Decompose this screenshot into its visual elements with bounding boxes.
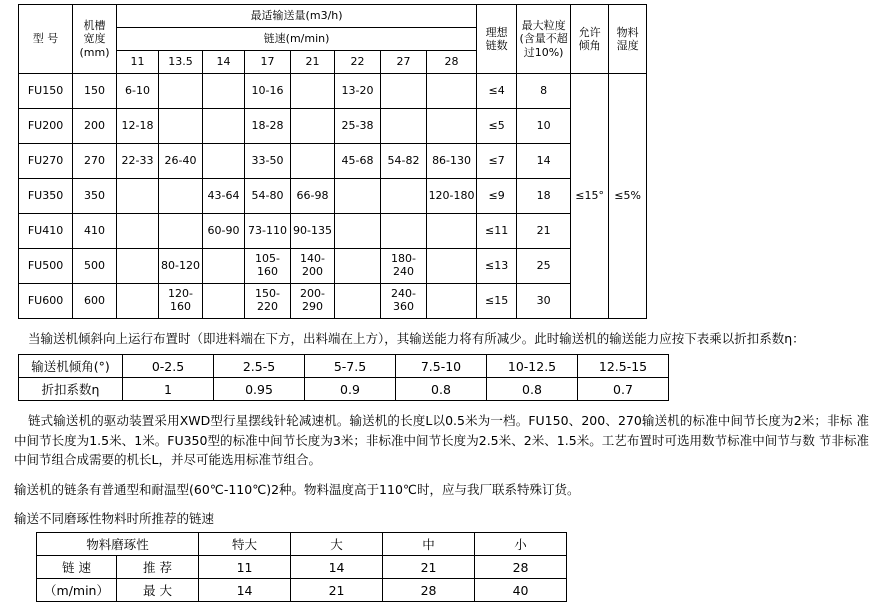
cell-chain-count: ≤15 (477, 284, 517, 319)
abrasiveness-category-3: 小 (475, 533, 567, 556)
cell-capacity-4 (291, 144, 335, 179)
trough-width-line2: 宽度 (83, 32, 106, 46)
cell-width: 350 (73, 179, 117, 214)
cell-capacity-5 (335, 179, 381, 214)
cell-width: 200 (73, 109, 117, 144)
incline-factor-2: 0.9 (305, 378, 396, 401)
header-allowed-incline (571, 5, 609, 74)
max-particle-line2: (含量不超 (519, 32, 568, 46)
table-row (19, 109, 647, 144)
cell-capacity-5: 13-20 (335, 74, 381, 109)
cell-chain-count: ≤9 (477, 179, 517, 214)
cell-capacity-5: 45-68 (335, 144, 381, 179)
recommended-value-2: 21 (383, 556, 475, 579)
cell-capacity-7 (427, 214, 477, 249)
cell-capacity-3: 150-220 (245, 284, 291, 319)
trough-width-line1: 机槽 (83, 19, 106, 33)
cell-capacity-1 (159, 179, 203, 214)
cell-chain-count: ≤4 (477, 74, 517, 109)
incline-factor-5: 0.7 (578, 378, 669, 401)
cell-capacity-6 (381, 109, 427, 144)
recommended-value-3: 28 (475, 556, 567, 579)
paragraph-drive-and-length: 链式输送机的驱动装置采用XWD型行星摆线针轮减速机。输送机的长度L以0.5米为一档。FU150、200、270输送机的标准中间节长度为2米；非标 准中间节长度为1.5米、1米。FU350型的标准中间节长度为3米；非标准中间节长度为2.5米、2米、1.5米。工艺布置时可选用数节标准中间节与数 节非标准中间节组合成需要的机长L，并尽可能选用标准节组合。 (14, 413, 869, 468)
conveyor-spec-table (18, 4, 647, 319)
cell-capacity-0 (117, 214, 159, 249)
ideal-chain-line2: 链数 (485, 39, 508, 52)
cell-chain-count: ≤7 (477, 144, 517, 179)
cell-capacity-3: 54-80 (245, 179, 291, 214)
header-material-temp (609, 5, 647, 74)
cell-chain-count: ≤5 (477, 109, 517, 144)
table-row (19, 214, 647, 249)
allowed-incline-line1: 允许 (578, 25, 601, 39)
max-value-2: 28 (383, 579, 475, 602)
cell-capacity-1: 120-160 (159, 284, 203, 319)
abrasiveness-category-0: 特大 (199, 533, 291, 556)
cell-capacity-0 (117, 249, 159, 284)
cell-max-particle: 25 (517, 249, 571, 284)
cell-capacity-1: 26-40 (159, 144, 203, 179)
abrasiveness-label: 物料磨琢性 (37, 533, 199, 556)
cell-model: FU200 (19, 109, 73, 144)
cell-capacity-6: 180-240 (381, 249, 427, 284)
cell-capacity-2 (203, 284, 245, 319)
table-row (19, 144, 647, 179)
header-trough-width (73, 5, 117, 74)
cell-max-particle: 10 (517, 109, 571, 144)
incline-factor-4: 0.8 (487, 378, 578, 401)
trough-width-line3: (mm) (79, 45, 110, 59)
max-value-0: 14 (199, 579, 291, 602)
material-temp-line1: 物料 (616, 25, 639, 39)
header-capacity-group: 最适输送量(m3/h) (117, 5, 477, 28)
cell-capacity-3: 18-28 (245, 109, 291, 144)
cell-capacity-7: 120-180 (427, 179, 477, 214)
cell-width: 150 (73, 74, 117, 109)
ideal-chain-line1: 理想 (485, 25, 508, 39)
max-particle-line3: 过10%) (523, 45, 564, 59)
cell-capacity-6 (381, 179, 427, 214)
cell-capacity-6 (381, 74, 427, 109)
recommended-label: 推 荐 (117, 556, 199, 579)
cell-max-particle: 18 (517, 179, 571, 214)
incline-factor-1: 0.95 (214, 378, 305, 401)
recommended-value-0: 11 (199, 556, 291, 579)
cell-capacity-2 (203, 249, 245, 284)
recommended-value-1: 14 (291, 556, 383, 579)
abrasiveness-category-2: 中 (383, 533, 475, 556)
table-header-row-1 (19, 5, 647, 28)
header-speed-5: 22 (335, 51, 381, 74)
cell-capacity-4: 90-135 (291, 214, 335, 249)
cell-capacity-4 (291, 74, 335, 109)
incline-angle-5: 12.5-15 (578, 355, 669, 378)
cell-capacity-5: 25-38 (335, 109, 381, 144)
cell-chain-count: ≤11 (477, 214, 517, 249)
paragraph-chain-types: 输送机的链条有普通型和耐温型(60℃-110℃)2种。物料温度高于110℃时，应与我厂联系特殊订货。 (14, 481, 580, 497)
incline-angle-2: 5-7.5 (305, 355, 396, 378)
header-speed-0: 11 (117, 51, 159, 74)
cell-capacity-2 (203, 74, 245, 109)
cell-capacity-7 (427, 249, 477, 284)
table-row (19, 249, 647, 284)
chain-speed-header-row (37, 533, 567, 556)
cell-width: 600 (73, 284, 117, 319)
incline-angle-4: 10-12.5 (487, 355, 578, 378)
cell-model: FU600 (19, 284, 73, 319)
header-speed-4: 21 (291, 51, 335, 74)
header-ideal-chain-count (477, 5, 517, 74)
header-speed-3: 17 (245, 51, 291, 74)
cell-capacity-0: 22-33 (117, 144, 159, 179)
cell-max-particle: 8 (517, 74, 571, 109)
cell-max-particle: 30 (517, 284, 571, 319)
incline-angle-3: 7.5-10 (396, 355, 487, 378)
allowed-incline-line2: 倾角 (578, 39, 601, 52)
cell-capacity-4: 200-290 (291, 284, 335, 319)
table-row (19, 284, 647, 319)
paragraph-chain-speed-title: 输送不同磨琢性物料时所推荐的链速 (14, 510, 215, 526)
cell-capacity-2: 60-90 (203, 214, 245, 249)
cell-capacity-5 (335, 214, 381, 249)
header-speed-1: 13.5 (159, 51, 203, 74)
cell-model: FU270 (19, 144, 73, 179)
cell-capacity-0 (117, 179, 159, 214)
cell-capacity-3: 73-110 (245, 214, 291, 249)
cell-capacity-0: 12-18 (117, 109, 159, 144)
cell-capacity-0: 6-10 (117, 74, 159, 109)
table-row (19, 74, 647, 109)
incline-factor-row (19, 378, 669, 401)
cell-capacity-1 (159, 214, 203, 249)
cell-width: 500 (73, 249, 117, 284)
header-model: 型 号 (19, 5, 73, 74)
paragraph-incline-note: 当输送机倾斜向上运行布置时（即进料端在下方，出料端在上方），其输送能力将有所减少。此时输送机的输送能力应按下表乘以折扣系数η： (28, 331, 805, 346)
cell-capacity-2: 43-64 (203, 179, 245, 214)
incline-factor-0: 1 (123, 378, 214, 401)
cell-capacity-3: 105-160 (245, 249, 291, 284)
cell-capacity-7 (427, 109, 477, 144)
cell-capacity-5 (335, 284, 381, 319)
cell-capacity-3: 10-16 (245, 74, 291, 109)
cell-model: FU410 (19, 214, 73, 249)
cell-capacity-4: 66-98 (291, 179, 335, 214)
cell-capacity-1: 80-120 (159, 249, 203, 284)
header-speed-7: 28 (427, 51, 477, 74)
cell-capacity-6: 240-360 (381, 284, 427, 319)
header-chain-speed-group: 链速(m/min) (117, 28, 477, 51)
cell-capacity-3: 33-50 (245, 144, 291, 179)
material-temp-line2: 湿度 (616, 39, 639, 52)
cell-max-particle: 21 (517, 214, 571, 249)
cell-model: FU500 (19, 249, 73, 284)
chain-speed-table (36, 532, 567, 602)
chain-speed-max-row (37, 579, 567, 602)
header-speed-2: 14 (203, 51, 245, 74)
cell-capacity-7 (427, 74, 477, 109)
cell-capacity-6 (381, 214, 427, 249)
cell-capacity-2 (203, 109, 245, 144)
cell-model: FU150 (19, 74, 73, 109)
chain-speed-label-line1: 链 速 (37, 556, 117, 579)
cell-capacity-1 (159, 74, 203, 109)
cell-capacity-7 (427, 284, 477, 319)
document-page (0, 4, 883, 599)
cell-max-particle: 14 (517, 144, 571, 179)
cell-material-temp: ≤5% (609, 74, 647, 319)
table-row (19, 179, 647, 214)
abrasiveness-category-1: 大 (291, 533, 383, 556)
cell-chain-count: ≤13 (477, 249, 517, 284)
incline-angle-row (19, 355, 669, 378)
incline-angle-label: 输送机倾角(°) (19, 355, 123, 378)
cell-capacity-6: 54-82 (381, 144, 427, 179)
max-value-3: 40 (475, 579, 567, 602)
cell-model: FU350 (19, 179, 73, 214)
cell-capacity-2 (203, 144, 245, 179)
cell-capacity-4 (291, 109, 335, 144)
chain-speed-label-line2: （m/min） (37, 579, 117, 602)
max-label: 最 大 (117, 579, 199, 602)
incline-angle-0: 0-2.5 (123, 355, 214, 378)
header-speed-6: 27 (381, 51, 427, 74)
header-max-particle (517, 5, 571, 74)
incline-factor-3: 0.8 (396, 378, 487, 401)
cell-width: 270 (73, 144, 117, 179)
cell-width: 410 (73, 214, 117, 249)
chain-speed-recommended-row (37, 556, 567, 579)
cell-capacity-4: 140-200 (291, 249, 335, 284)
incline-factor-table (18, 354, 669, 401)
cell-capacity-1 (159, 109, 203, 144)
cell-capacity-7: 86-130 (427, 144, 477, 179)
cell-capacity-0 (117, 284, 159, 319)
incline-factor-label: 折扣系数η (19, 378, 123, 401)
incline-angle-1: 2.5-5 (214, 355, 305, 378)
max-particle-line1: 最大粒度 (521, 19, 566, 33)
cell-allowed-incline: ≤15° (571, 74, 609, 319)
max-value-1: 21 (291, 579, 383, 602)
cell-capacity-5 (335, 249, 381, 284)
